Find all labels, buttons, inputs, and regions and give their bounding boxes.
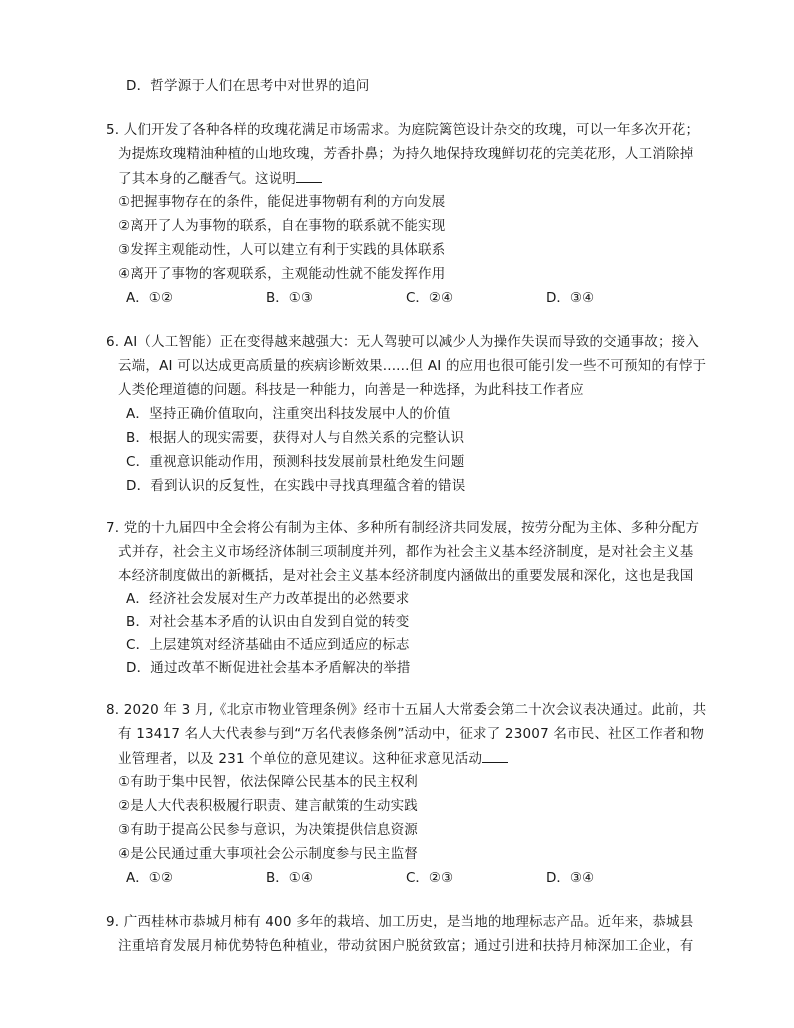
q6-stem-line-3: 人类伦理道德的问题。科技是一种能力，向善是一种选择，为此科技工作者应 xyxy=(118,382,584,398)
q5-choice-d: D．③④ xyxy=(546,290,595,306)
q8-statement-1: ①有助于集中民智，依法保障公民基本的民主权利 xyxy=(118,774,419,790)
q8-choices xyxy=(126,868,646,888)
q8-stem-line-2: 有 13417 名人大代表参与到“万名代表修条例”活动中，征求了 23007 名市民、社区工作者和物 xyxy=(118,726,705,742)
q4-option-d: D．哲学源于人们在思考中对世界的追问 xyxy=(126,78,370,94)
q5-statement-1: ①把握事物存在的条件，能促进事物朝有利的方向发展 xyxy=(118,194,446,210)
q8-statement-4: ④是公民通过重大事项社会公示制度参与民主监督 xyxy=(118,846,419,862)
q7-stem-line-1: 7. 党的十九届四中全会将公有制为主体、多种所有制经济共同发展，按劳分配为主体、多种分配方 xyxy=(106,520,700,536)
q8-statement-2: ②是人大代表积极履行职责、建言献策的生动实践 xyxy=(118,798,419,814)
q5-statement-4: ④离开了事物的客观联系，主观能动性就不能发挥作用 xyxy=(118,266,446,282)
q5-stem-line-2: 为提炼玫瑰精油种植的山地玫瑰，芳香扑鼻；为持久地保持玫瑰鲜切花的完美花形，人工消除掉 xyxy=(118,146,694,162)
q6-option-d: D．看到认识的反复性，在实践中寻找真理蕴含着的错误 xyxy=(126,478,466,494)
answer-blank xyxy=(296,168,322,183)
q9-stem-line-1: 9. 广西桂林市恭城月柿有 400 多年的栽培、加工历史，是当地的地理标志产品。近年来，恭城县 xyxy=(106,914,694,930)
q5-choice-b: B．①③ xyxy=(266,290,313,306)
q5-statement-3: ③发挥主观能动性，人可以建立有利于实践的具体联系 xyxy=(118,242,446,258)
q7-option-d: D．通过改革不断促进社会基本矛盾解决的举措 xyxy=(126,660,411,676)
q7-option-c: C．上层建筑对经济基础由不适应到适应的标志 xyxy=(126,637,410,653)
q6-stem-line-2: 云端，AI 可以达成更高质量的疾病诊断效果......但 AI 的应用也很可能引发一些不可预知的有悖于 xyxy=(118,358,707,374)
q7-option-b: B．对社会基本矛盾的认识由自发到自觉的转变 xyxy=(126,614,410,630)
q8-choice-c: C．②③ xyxy=(406,870,454,886)
q6-option-a: A．坚持正确价值取向，注重突出科技发展中人的价值 xyxy=(126,406,451,422)
q8-choice-a: A．①② xyxy=(126,870,173,886)
q6-option-b: B．根据人的现实需要，获得对人与自然关系的完整认识 xyxy=(126,430,465,446)
q5-choice-a: A．①② xyxy=(126,290,173,306)
q5-choices xyxy=(126,288,646,308)
q6-option-c: C．重视意识能动作用，预测科技发展前景杜绝发生问题 xyxy=(126,454,465,470)
q8-stem-line-3 xyxy=(118,748,508,768)
q5-statement-2: ②离开了人为事物的联系，自在事物的联系就不能实现 xyxy=(118,218,446,234)
q5-choice-c: C．②④ xyxy=(406,290,454,306)
answer-blank xyxy=(482,748,508,763)
q5-stem-text: 了其本身的乙醚香气。这说明 xyxy=(118,171,297,187)
q7-stem-line-3: 本经济制度做出的新概括，是对社会主义基本经济制度内涵做出的重要发展和深化，这也是我国 xyxy=(118,568,694,584)
q9-stem-line-2: 注重培育发展月柿优势特色种植业，带动贫困户脱贫致富；通过引进和扶持月柿深加工企业，有 xyxy=(118,938,694,954)
q6-stem-line-1: 6. AI（人工智能）正在变得越来越强大：无人驾驶可以减少人为操作失误而导致的交通事故；接入 xyxy=(106,334,700,350)
q7-stem-line-2: 式并存，社会主义市场经济体制三项制度并列，都作为社会主义基本经济制度，是对社会主义基 xyxy=(118,544,694,560)
q8-choice-d: D．③④ xyxy=(546,870,595,886)
q5-stem-line-1: 5. 人们开发了各种各样的玫瑰花满足市场需求。为庭院篱笆设计杂交的玫瑰，可以一年多次开花； xyxy=(106,122,700,138)
q8-stem-line-1: 8. 2020 年 3 月,《北京市物业管理条例》经市十五届人大常委会第二十次会议表决通过。此前，共 xyxy=(106,702,707,718)
q7-option-a: A．经济社会发展对生产力改革提出的必然要求 xyxy=(126,591,410,607)
q8-choice-b: B．①④ xyxy=(266,870,313,886)
q8-statement-3: ③有助于提高公民参与意识，为决策提供信息资源 xyxy=(118,822,419,838)
q8-stem-text: 业管理者，以及 231 个单位的意见建议。这种征求意见活动 xyxy=(118,751,483,767)
q5-stem-line-3 xyxy=(118,168,322,188)
